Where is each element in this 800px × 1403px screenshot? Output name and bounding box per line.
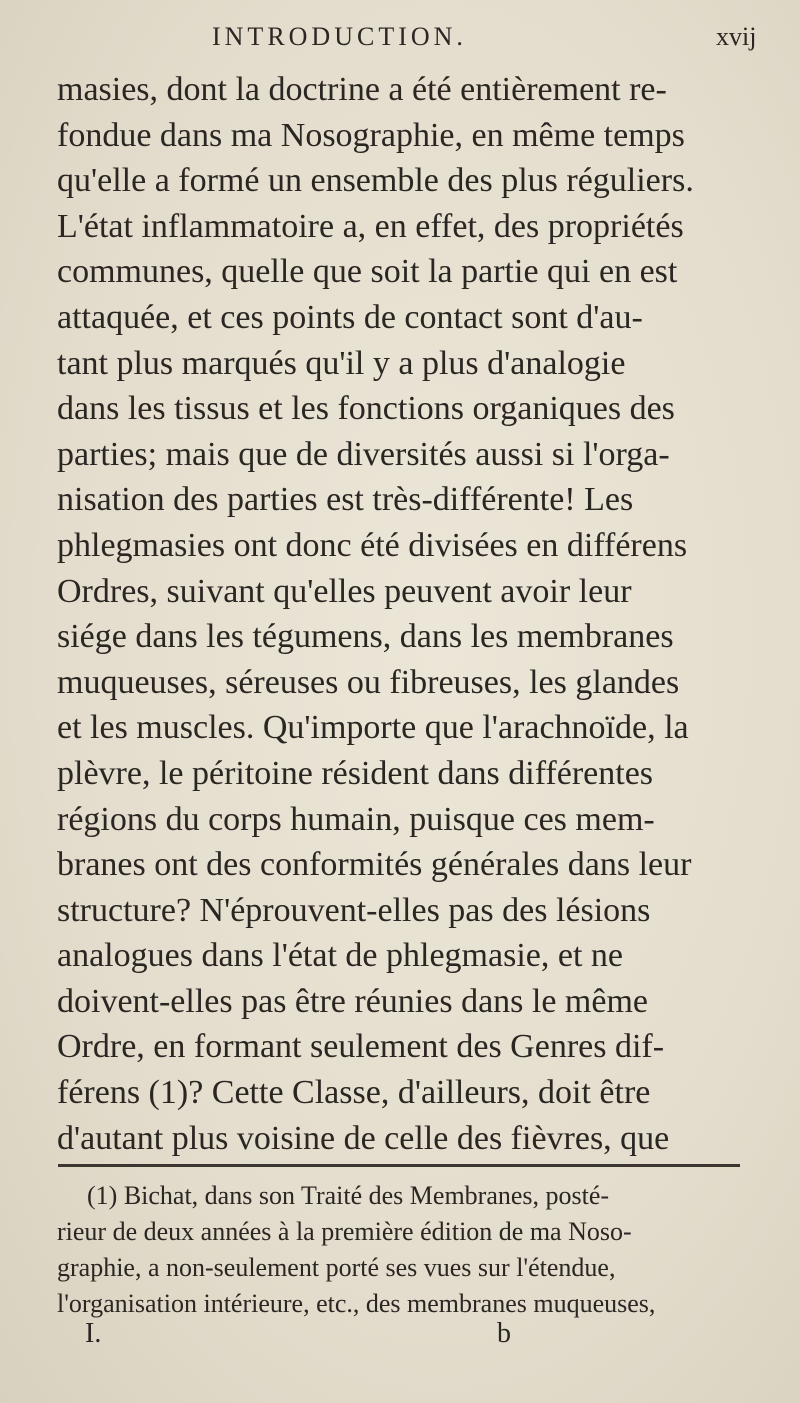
text-line: doivent-elles pas être réunies dans le même (57, 982, 648, 1020)
text-line: férens (1)? Cette Classe, d'ailleurs, doit être (57, 1074, 651, 1112)
text-line: parties; mais que de diversités aussi si l'orga- (57, 435, 670, 473)
running-title: INTRODUCTION. (212, 22, 467, 51)
main-text (57, 67, 747, 1161)
text-line: régions du corps humain, puisque ces mem- (57, 800, 655, 838)
footnote-line: graphie, a non-seulement porté ses vues sur l'étendue, (57, 1253, 616, 1282)
text-line: masies, dont la doctrine a été entièrement re- (57, 71, 667, 108)
text-line: plèvre, le péritoine résident dans différentes (57, 754, 654, 792)
text-line: muqueuses, séreuses ou fibreuses, les glandes (57, 663, 680, 701)
text-line: phlegmasies ont donc été divisées en différens (57, 526, 688, 564)
text-line: Ordre, en formant seulement des Genres dif- (57, 1028, 665, 1066)
signature-number: I. (85, 1318, 102, 1349)
text-line: dans les tissus et les fonctions organiques des (57, 390, 675, 428)
text-line: L'état inflammatoire a, en effet, des propriétés (57, 207, 684, 245)
text-line: structure? N'éprouvent-elles pas des lésions (57, 891, 651, 929)
text-line: siége dans les tégumens, dans les membranes (57, 618, 674, 656)
text-line: branes ont des conformités générales dans leur (57, 846, 692, 884)
footnote-line: (1) Bichat, dans son Traité des Membranes, posté- (87, 1181, 610, 1210)
text-line: Ordres, suivant qu'elles peuvent avoir leur (57, 572, 632, 610)
signature-letter: b (497, 1318, 511, 1349)
text-line: d'autant plus voisine de celle des fièvres, que (57, 1119, 670, 1157)
text-line: communes, quelle que soit la partie qui en est (57, 253, 678, 291)
text-line: nisation des parties est très-différente! Les (57, 481, 634, 519)
text-line: et les muscles. Qu'importe que l'arachnoïde, la (57, 709, 689, 747)
text-line: tant plus marqués qu'il y a plus d'analogie (57, 344, 626, 382)
text-line: analogues dans l'état de phlegmasie, et ne (57, 937, 623, 975)
footnote-line: rieur de deux années à la première édition de ma Noso- (57, 1217, 632, 1246)
footnote-divider (58, 1164, 740, 1167)
page-header (0, 22, 800, 62)
printer-signature (0, 1318, 800, 1358)
footnote-line: l'organisation intérieure, etc., des membranes muqueuses, (57, 1289, 656, 1318)
page-number: xvij (716, 22, 757, 51)
text-line: qu'elle a formé un ensemble des plus réguliers. (57, 162, 694, 200)
footnotes (57, 1178, 757, 1322)
text-line: fondue dans ma Nosographie, en même temps (57, 116, 685, 154)
text-line: attaquée, et ces points de contact sont d'au- (57, 298, 643, 336)
